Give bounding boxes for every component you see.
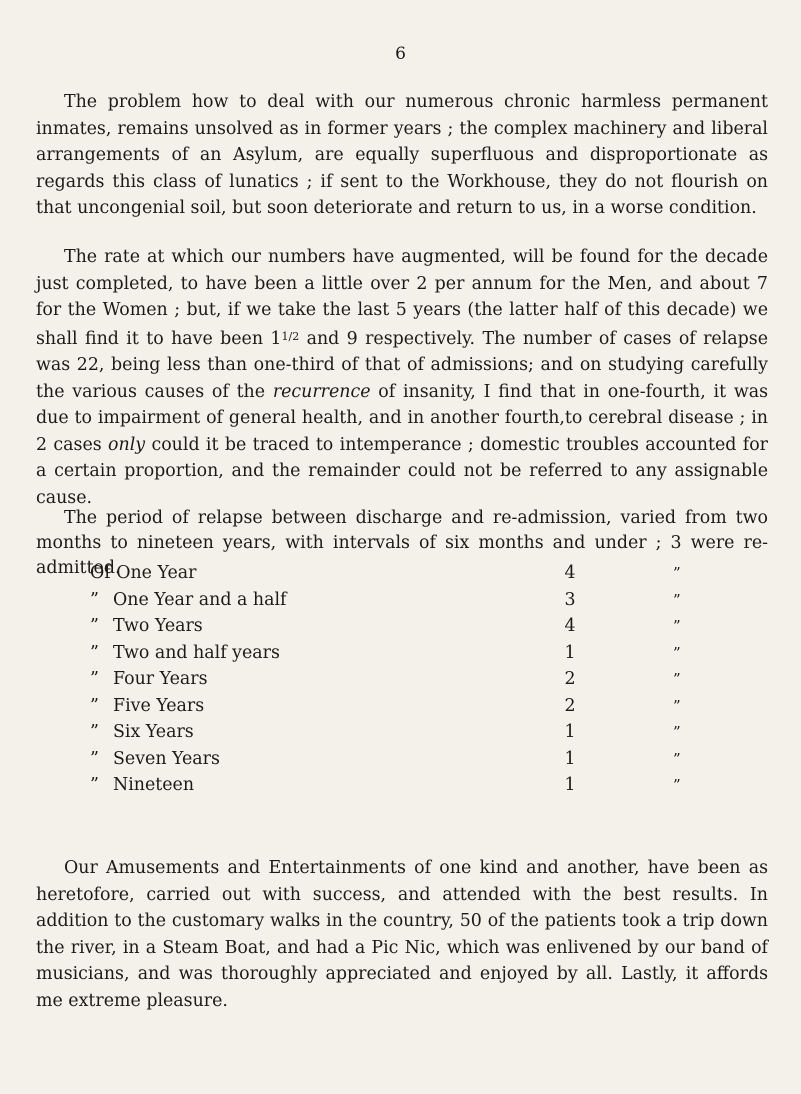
- ditto-mark-were: ”: [673, 564, 681, 582]
- table-row: [90, 693, 750, 720]
- table-row: [90, 560, 750, 587]
- table-row: [90, 666, 750, 693]
- table-row: [90, 613, 750, 640]
- paragraph-amusements: [36, 855, 768, 1014]
- ditto-mark: ”: [90, 642, 99, 663]
- ditto-mark: ”: [90, 722, 99, 742]
- ditto-mark: ”: [90, 695, 99, 716]
- ditto-mark-were: ”: [673, 723, 681, 741]
- readmission-count: 1: [564, 722, 576, 742]
- ditto-mark-were: ”: [673, 617, 681, 635]
- readmission-count: 2: [564, 669, 576, 689]
- table-row: [90, 719, 750, 746]
- interval-label: Of One Year: [90, 563, 197, 583]
- interval-label: Five Years: [113, 695, 205, 716]
- readmission-count: 3: [564, 589, 576, 610]
- ditto-mark: ”: [90, 748, 99, 769]
- readmission-count: 1: [564, 775, 576, 795]
- ditto-mark-were: ”: [673, 643, 681, 662]
- ditto-mark-were: ”: [673, 670, 681, 688]
- table-row: [90, 587, 750, 614]
- paragraph-rate-of-increase: [36, 244, 768, 511]
- readmission-count: 2: [564, 695, 576, 716]
- paragraph-3-text: The period of relapse between discharge and re-admission, varied from two months to nineteen years, with intervals of six months and under ; 3 were re-admitted.: [36, 508, 768, 578]
- table-row: [90, 772, 750, 799]
- interval-label: One Year and a half: [113, 589, 287, 610]
- page-number: 6: [395, 44, 406, 64]
- ditto-mark: ”: [90, 589, 99, 610]
- interval-label: Four Years: [113, 669, 208, 689]
- readmission-count: 1: [564, 642, 576, 663]
- ditto-mark-were: ”: [673, 749, 681, 768]
- emphasis-only: only: [108, 434, 146, 455]
- table-row: [90, 640, 750, 667]
- interval-label: Two and half years: [113, 642, 280, 663]
- readmission-count: 4: [564, 616, 576, 636]
- ditto-mark-were: ”: [673, 776, 681, 794]
- paragraph-2-text-c: of insanity, I find that in one-fourth, it was due to impairment of general health, and in another fourth,to cerebral disease ; in 2 cases: [36, 381, 769, 455]
- paragraph-1-text: The problem how to deal with our numerous chronic harmless permanent inmates, remains unsolved as in former years ; the complex machinery and liberal arrangements of an Asylum, are equally superfluous and disproportionate as regards this class of lunatics ; if sent to the Workhouse, they do not flourish on that uncongenial soil, but soon deteriorate and return to us, in a worse condition.: [36, 92, 768, 218]
- relapse-interval-table: [90, 560, 750, 799]
- paragraph-2-text-a: The rate at which our numbers have augmented, will be found for the decade just completed, to have been a little over 2 per annum for the Men, and about 7 for the Women ; but, if we take the last 5 years (the latter half of this decade) we shall find it to have been 1: [36, 247, 768, 349]
- ditto-mark: ”: [90, 775, 99, 795]
- paragraph-4-text: Our Amusements and Entertainments of one kind and another, have been as heretofore, carried out with success, and attended with the best results. In addition to the customary walks in the country, 50 of the patients took a trip down the river, in a Steam Boat, and had a Pic Nic, which was enlivened by our band of musicians, and was thoroughly appreciated and enjoyed by all. Lastly, it affords me extreme pleasure.: [36, 858, 768, 1011]
- readmission-count: 4: [564, 563, 576, 583]
- paragraph-chronic-inmates: [36, 89, 768, 222]
- table-row: [90, 746, 750, 773]
- interval-label: Nineteen: [113, 775, 195, 795]
- ditto-mark-were: ”: [673, 590, 681, 609]
- ditto-mark: ”: [90, 616, 99, 636]
- ditto-mark-were: ”: [673, 696, 681, 715]
- paragraph-2-text-d: could it be traced to intemperance ; domestic troubles accounted for a certain proportion, and the remainder could not be referred to any assignable cause.: [36, 434, 769, 508]
- ditto-mark: ”: [90, 669, 99, 689]
- interval-label: Two Years: [113, 616, 203, 636]
- paragraph-2-text-b: and 9 respectively. The number of cases of relapse was 22, being less than one-third of that of admissions; and on studying carefully the various causes of the: [36, 328, 768, 402]
- emphasis-recurrence: recurrence: [272, 381, 371, 402]
- readmission-count: 1: [564, 748, 576, 769]
- fraction-half: 1/2: [281, 329, 300, 343]
- interval-label: Six Years: [113, 722, 194, 742]
- interval-label: Seven Years: [113, 748, 220, 769]
